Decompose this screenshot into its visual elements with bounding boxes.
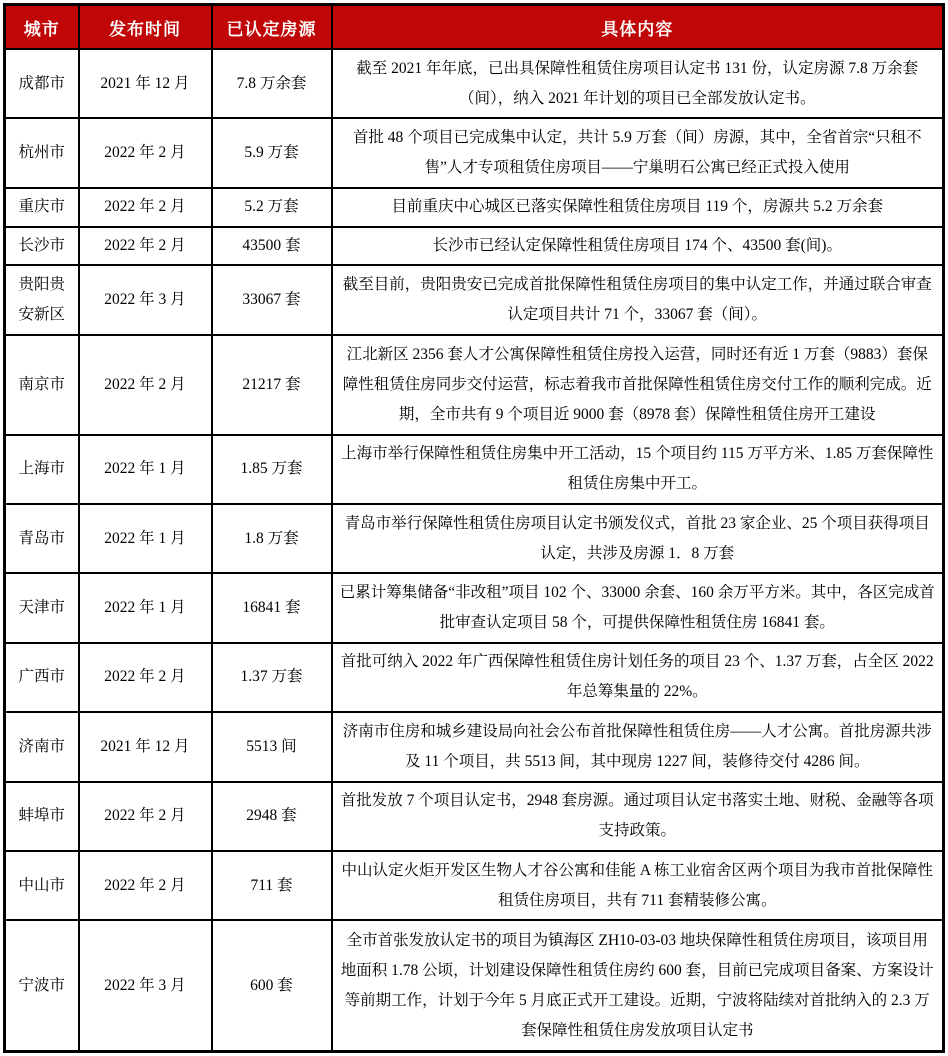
- table-row-zhongshan: [5, 851, 944, 920]
- column-header-detail: 具体内容: [332, 5, 944, 50]
- cell-city: 上海市: [5, 435, 79, 504]
- cell-city: 宁波市: [5, 920, 79, 1051]
- cell-city: 青岛市: [5, 504, 79, 573]
- cell-confirmed-units: 1.37 万套: [212, 643, 332, 712]
- cell-detail: 中山认定火炬开发区生物人才谷公寓和佳能 A 栋工业宿舍区两个项目为我市首批保障性租赁住房项目，共有 711 套精装修公寓。: [332, 851, 944, 920]
- cell-confirmed-units: 5.9 万套: [212, 118, 332, 187]
- cell-confirmed-units: 5.2 万套: [212, 188, 332, 227]
- cell-city: 杭州市: [5, 118, 79, 187]
- cell-publish-date: 2022 年 3 月: [79, 265, 212, 334]
- table-row-guiyang-guian: [5, 265, 944, 334]
- table-row-bengbu: [5, 782, 944, 851]
- cell-publish-date: 2021 年 12 月: [79, 49, 212, 118]
- cell-detail: 截至 2021 年年底，已出具保障性租赁住房项目认定书 131 份，认定房源 7.8 万余套（间），纳入 2021 年计划的项目已全部发放认定书。: [332, 49, 944, 118]
- cell-confirmed-units: 600 套: [212, 920, 332, 1051]
- cell-detail: 青岛市举行保障性租赁住房项目认定书颁发仪式，首批 23 家企业、25 个项目获得项目认定，共涉及房源 1．8 万套: [332, 504, 944, 573]
- header-row: [5, 5, 944, 50]
- column-header-confirmed-units: 已认定房源: [212, 5, 332, 50]
- cell-city: 贵阳贵安新区: [5, 265, 79, 334]
- cell-city: 长沙市: [5, 227, 79, 266]
- table-row-chongqing: [5, 188, 944, 227]
- cell-confirmed-units: 711 套: [212, 851, 332, 920]
- cell-city: 天津市: [5, 573, 79, 642]
- cell-publish-date: 2022 年 2 月: [79, 335, 212, 435]
- cell-detail: 首批发放 7 个项目认定书，2948 套房源。通过项目认定书落实土地、财税、金融等各项支持政策。: [332, 782, 944, 851]
- cell-publish-date: 2022 年 1 月: [79, 435, 212, 504]
- cell-publish-date: 2022 年 3 月: [79, 920, 212, 1051]
- cell-confirmed-units: 5513 间: [212, 712, 332, 781]
- table-row-changsha: [5, 227, 944, 266]
- cell-publish-date: 2022 年 2 月: [79, 188, 212, 227]
- table-row-chengdu: [5, 49, 944, 118]
- table-row-jinan: [5, 712, 944, 781]
- cell-publish-date: 2022 年 2 月: [79, 851, 212, 920]
- cell-city: 蚌埠市: [5, 782, 79, 851]
- cell-city: 济南市: [5, 712, 79, 781]
- cell-publish-date: 2022 年 2 月: [79, 227, 212, 266]
- cell-city: 广西市: [5, 643, 79, 712]
- cell-confirmed-units: 43500 套: [212, 227, 332, 266]
- table-row-tianjin: [5, 573, 944, 642]
- cell-publish-date: 2022 年 2 月: [79, 118, 212, 187]
- cell-confirmed-units: 1.85 万套: [212, 435, 332, 504]
- cell-city: 中山市: [5, 851, 79, 920]
- column-header-publish-date: 发布时间: [79, 5, 212, 50]
- table-row-shanghai: [5, 435, 944, 504]
- cell-city: 南京市: [5, 335, 79, 435]
- cell-confirmed-units: 7.8 万余套: [212, 49, 332, 118]
- cell-detail: 首批 48 个项目已完成集中认定，共计 5.9 万套（间）房源，其中，全省首宗“只租不售”人才专项租赁住房项目——宁巢明石公寓已经正式投入使用: [332, 118, 944, 187]
- cell-detail: 已累计筹集储备“非改租”项目 102 个、33000 余套、160 余万平方米。其中，各区完成首批审查认定项目 58 个，可提供保障性租赁住房 16841 套。: [332, 573, 944, 642]
- cell-detail: 长沙市已经认定保障性租赁住房项目 174 个、43500 套(间)。: [332, 227, 944, 266]
- cell-publish-date: 2022 年 2 月: [79, 643, 212, 712]
- cell-detail: 截至目前，贵阳贵安已完成首批保障性租赁住房项目的集中认定工作，并通过联合审查认定项目共计 71 个，33067 套（间）。: [332, 265, 944, 334]
- cell-city: 成都市: [5, 49, 79, 118]
- cell-city: 重庆市: [5, 188, 79, 227]
- table-row-ningbo: [5, 920, 944, 1051]
- housing-table: [3, 3, 945, 1053]
- cell-confirmed-units: 33067 套: [212, 265, 332, 334]
- cell-detail: 上海市举行保障性租赁住房集中开工活动，15 个项目约 115 万平方米、1.85 万套保障性租赁住房集中开工。: [332, 435, 944, 504]
- cell-confirmed-units: 2948 套: [212, 782, 332, 851]
- cell-publish-date: 2022 年 1 月: [79, 504, 212, 573]
- cell-confirmed-units: 1.8 万套: [212, 504, 332, 573]
- table-row-hangzhou: [5, 118, 944, 187]
- table-row-qingdao: [5, 504, 944, 573]
- cell-detail: 济南市住房和城乡建设局向社会公布首批保障性租赁住房——人才公寓。首批房源共涉及 11 个项目，共 5513 间，其中现房 1227 间，装修待交付 4286 间。: [332, 712, 944, 781]
- cell-detail: 目前重庆中心城区已落实保障性租赁住房项目 119 个，房源共 5.2 万余套: [332, 188, 944, 227]
- cell-publish-date: 2022 年 1 月: [79, 573, 212, 642]
- table-row-guangxi: [5, 643, 944, 712]
- column-header-city: 城市: [5, 5, 79, 50]
- cell-confirmed-units: 21217 套: [212, 335, 332, 435]
- cell-publish-date: 2021 年 12 月: [79, 712, 212, 781]
- cell-detail: 全市首张发放认定书的项目为镇海区 ZH10-03-03 地块保障性租赁住房项目，该项目用地面积 1.78 公顷，计划建设保障性租赁住房约 600 套，目前已完成项目备案、方案设计等前期工作，计划于今年 5 月底正式开工建设。近期，宁波将陆续对首批纳入的 2.3 万套保障性租赁住房发放项目认定书: [332, 920, 944, 1051]
- table-row-nanjing: [5, 335, 944, 435]
- cell-detail: 江北新区 2356 套人才公寓保障性租赁住房投入运营，同时还有近 1 万套（9883）套保障性租赁住房同步交付运营，标志着我市首批保障性租赁住房交付工作的顺利完成。近期，全市共有 9 个项目近 9000 套（8978 套）保障性租赁住房开工建设: [332, 335, 944, 435]
- cell-confirmed-units: 16841 套: [212, 573, 332, 642]
- cell-publish-date: 2022 年 2 月: [79, 782, 212, 851]
- cell-detail: 首批可纳入 2022 年广西保障性租赁住房计划任务的项目 23 个、1.37 万套，占全区 2022 年总筹集量的 22%。: [332, 643, 944, 712]
